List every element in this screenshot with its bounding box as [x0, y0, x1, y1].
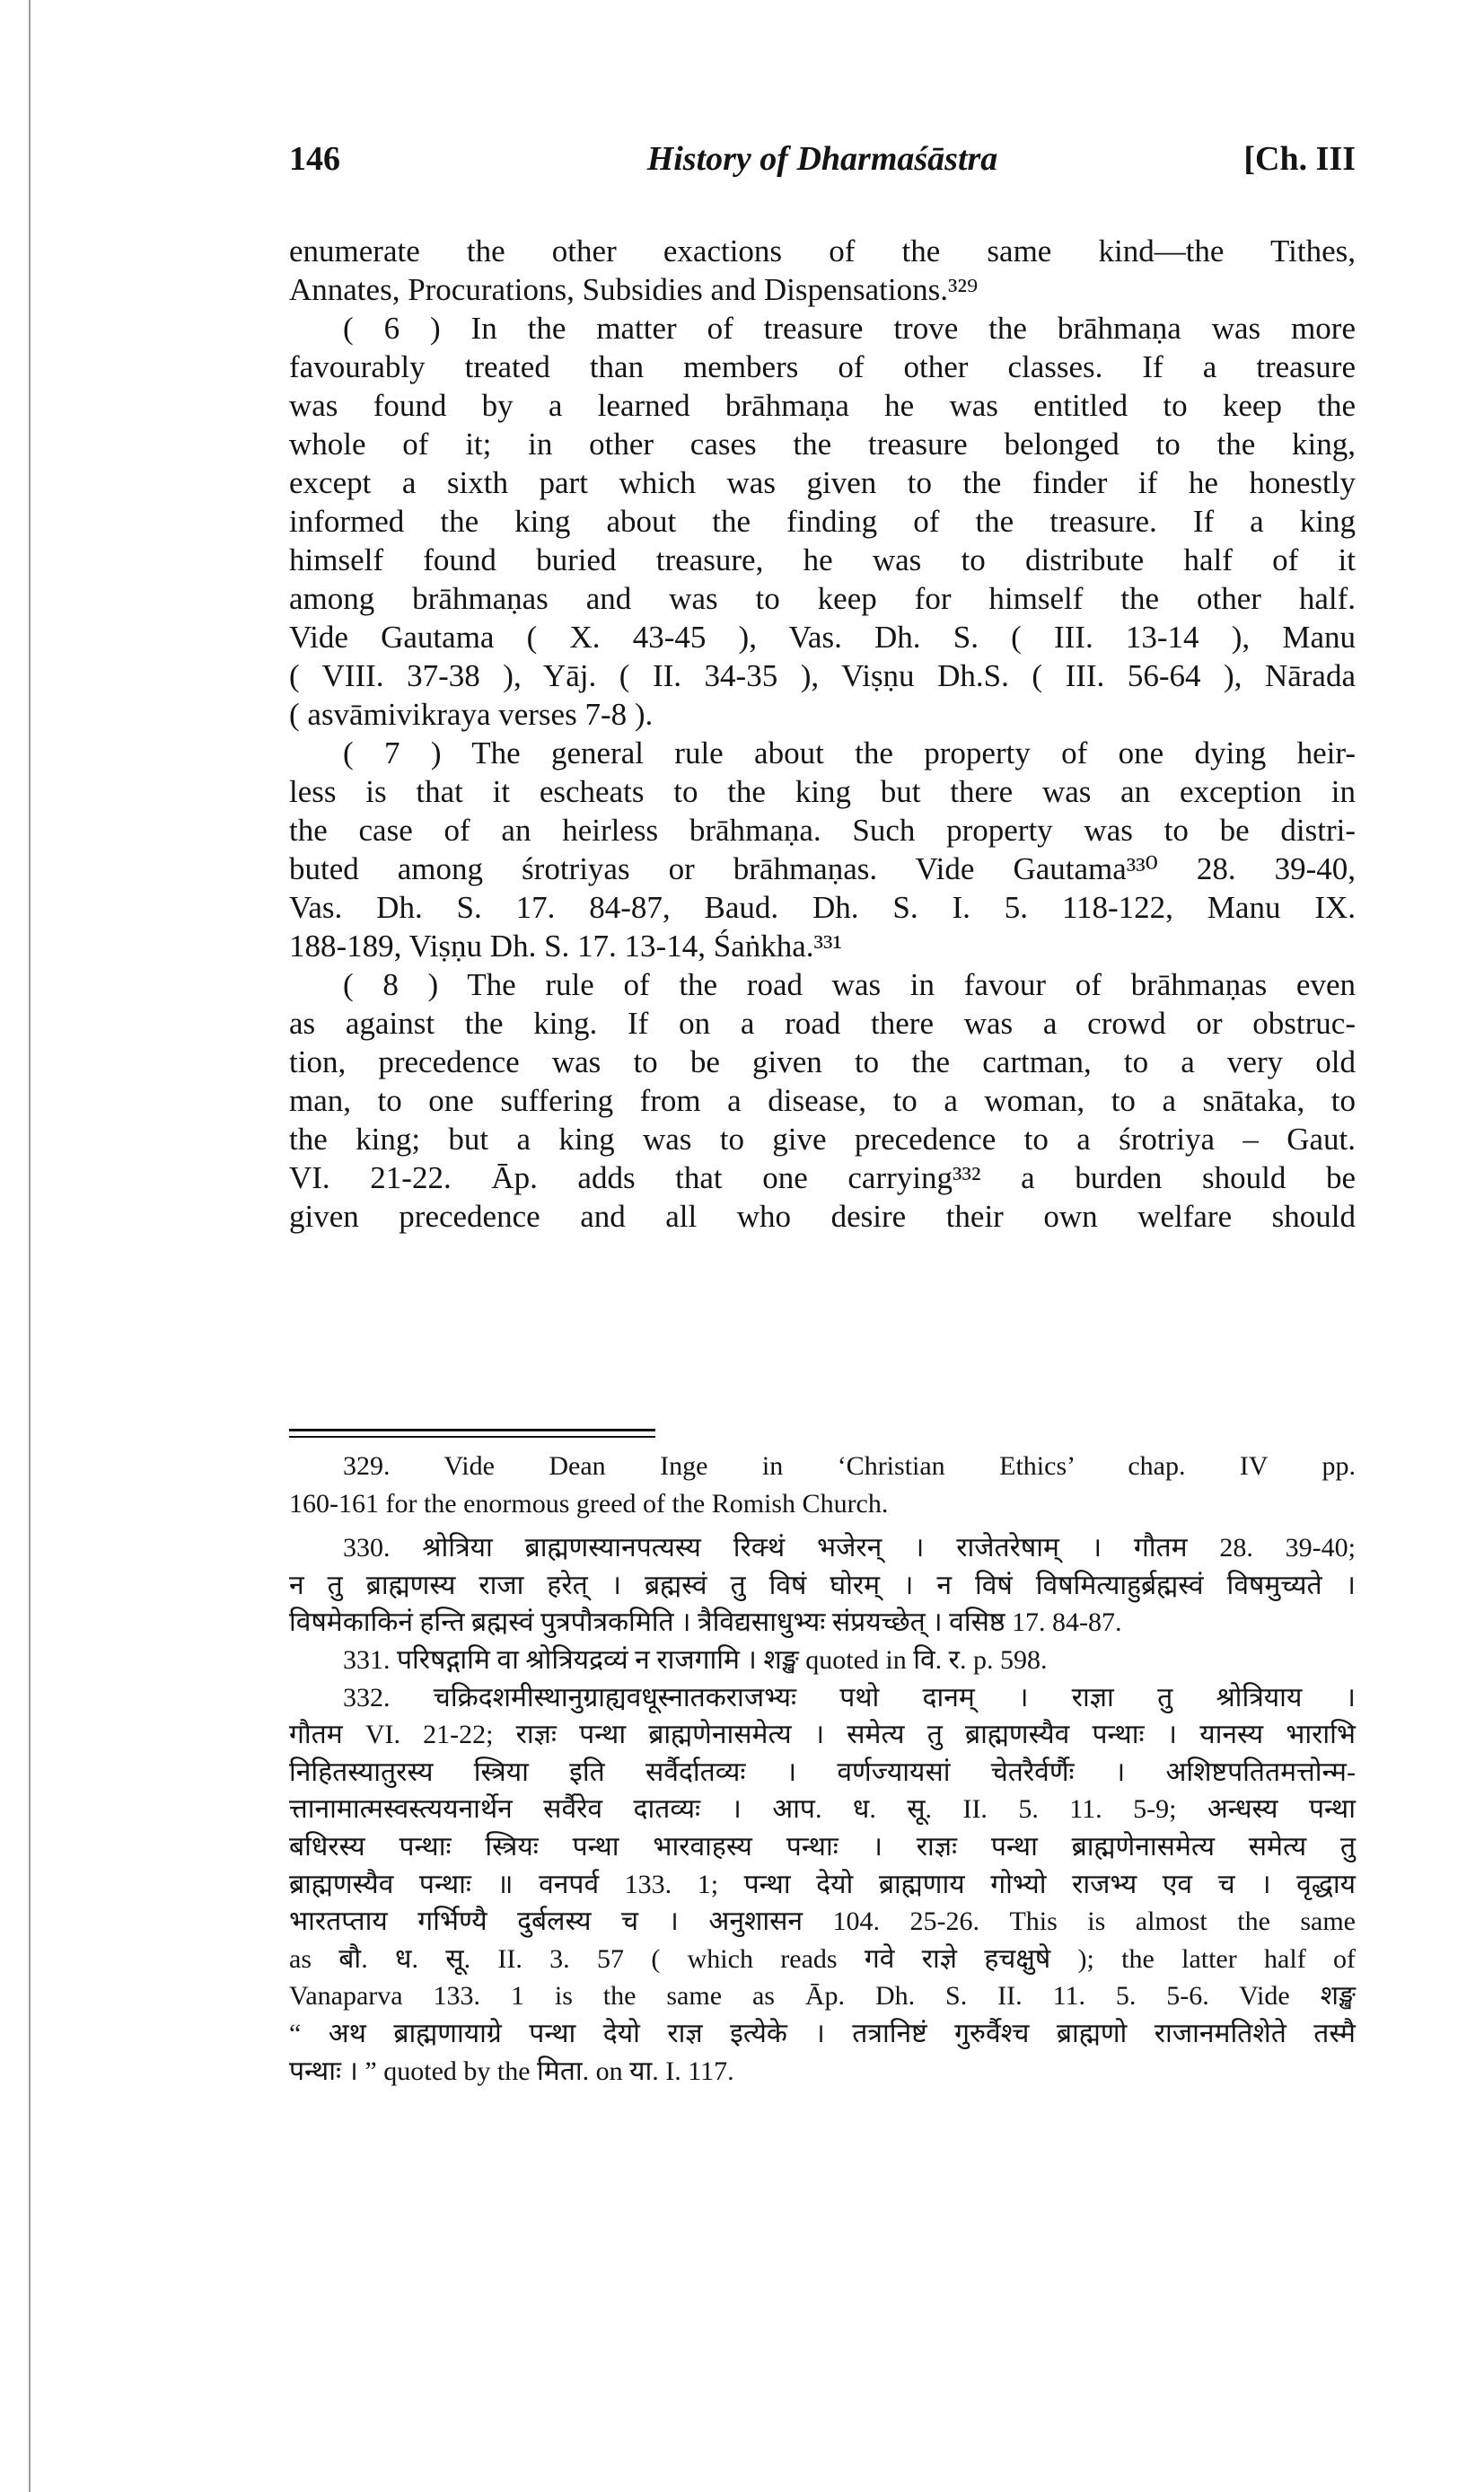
footnote-rule-thin [289, 1436, 655, 1438]
footnote-line: 332. चक्रिदशमीस्थानुग्राह्यवधूस्नातकराजभ्यः पथो दानम् । राज्ञा तु श्रोत्रियाय । [343, 1682, 1356, 1713]
text-line: the king; but a king was to give precedence to a śrotriya – Gaut. [289, 1122, 1356, 1157]
footnote-line: विषमेकाकिनं हन्ति ब्रह्मस्वं पुत्रपौत्रकमिति । त्रैविद्यसाधुभ्यः संप्रयच्छेत् । वसिष्ठ 17. 84-87. [289, 1607, 1122, 1638]
text-line: whole of it; in other cases the treasure belonged to the king, [289, 427, 1356, 462]
footnote-line: “ अथ ब्राह्मणायाग्रे पन्था देयो राज्ञ इत्येके । तत्रानिष्टं गुरुर्वैश्च ब्राह्मणो राजानमतिशेते तस्मै [289, 2018, 1356, 2048]
text-line: among brāhmaṇas and was to keep for himself the other half. [289, 581, 1356, 616]
chapter-label: [Ch. III [1243, 140, 1356, 178]
text-line: less is that it escheats to the king but there was an exception in [289, 774, 1356, 809]
footnote-line: as बौ. ध. सू. II. 3. 57 ( which reads गवे राज्ञे हचक्षुषे ); the latter half of [289, 1943, 1356, 1974]
footnote-rule [289, 1429, 655, 1431]
footnote-line: 331. परिषद्गामि वा श्रोत्रियद्रव्यं न राजगामि । शङ्ख quoted in वि. र. p. 598. [343, 1644, 1048, 1675]
text-line: VI. 21-22. Āp. adds that one carrying³³² a burden should be [289, 1160, 1356, 1195]
footnote-line: गौतम VI. 21-22; राज्ञः पन्था ब्राह्मणेनासमेत्य । समेत्य तु ब्राह्मणस्यैव पन्थाः । यानस्य भाराभि [289, 1720, 1356, 1750]
text-line: as against the king. If on a road there was a crowd or obstruc- [289, 1006, 1356, 1041]
text-line: buted among śrotriyas or brāhmaṇas. Vide Gautama³³⁰ 28. 39-40, [289, 851, 1356, 886]
footnote-line: ब्राह्मणस्यैव पन्थाः ॥ वनपर्व 133. 1; पन्था देयो ब्राह्मणाय गोभ्यो राजभ्य एव च । वृद्धाय [289, 1869, 1356, 1899]
main-text [289, 232, 1356, 1236]
footnotes [289, 1448, 1356, 2090]
running-header [289, 139, 1356, 184]
footnote-line: 330. श्रोत्रिया ब्राह्मणस्यानपत्यस्य रिक्थं भजेरन् । राजेतरेषाम् । गौतम 28. 39-40; [343, 1533, 1356, 1563]
text-line: given precedence and all who desire their own welfare should [289, 1199, 1356, 1234]
text-line: ( 6 ) In the matter of treasure trove the brāhmaṇa was more [343, 311, 1356, 346]
footnote-line: बधिरस्य पन्थाः स्त्रियः पन्था भारवाहस्य पन्थाः । राज्ञः पन्था ब्राह्मणेनासमेत्य समेत्य तु [289, 1831, 1356, 1862]
page-number: 146 [289, 140, 340, 178]
text-line: enumerate the other exactions of the same kind—the Tithes, [289, 233, 1356, 269]
text-line: the case of an heirless brāhmaṇa. Such property was to be distri- [289, 813, 1356, 848]
scan-edge-line [29, 0, 31, 2492]
text-line: favourably treated than members of other classes. If a treasure [289, 349, 1356, 384]
text-line: himself found buried treasure, he was to distribute half of it [289, 542, 1356, 577]
text-line: was found by a learned brāhmaṇa he was entitled to keep the [289, 388, 1356, 423]
text-line: ( 8 ) The rule of the road was in favour of brāhmaṇas even [343, 967, 1356, 1002]
text-line: ( asvāmivikraya verses 7-8 ). [289, 697, 654, 732]
text-line: informed the king about the finding of the treasure. If a king [289, 504, 1356, 539]
text-line: man, to one suffering from a disease, to a woman, to a snātaka, to [289, 1083, 1356, 1118]
footnote-line: 160-161 for the enormous greed of the Romish Church. [289, 1488, 889, 1519]
text-line: Vide Gautama ( X. 43-45 ), Vas. Dh. S. ( III. 13-14 ), Manu [289, 620, 1356, 655]
footnote-line: Vanaparva 133. 1 is the same as Āp. Dh. S. II. 11. 5. 5-6. Vide शङ्ख [289, 1981, 1356, 2012]
text-line: Vas. Dh. S. 17. 84-87, Baud. Dh. S. I. 5. 118-122, Manu IX. [289, 890, 1356, 925]
text-line: ( 7 ) The general rule about the property of one dying heir- [343, 735, 1356, 770]
text-line: ( VIII. 37-38 ), Yāj. ( II. 34-35 ), Viṣṇu Dh.S. ( III. 56-64 ), Nārada [289, 658, 1356, 693]
footnote-line: पन्थाः । ” quoted by the मिता. on या. I. 117. [289, 2056, 734, 2086]
text-line: tion, precedence was to be given to the cartman, to a very old [289, 1044, 1356, 1079]
book-title: History of Dharmaśāstra [646, 140, 998, 178]
footnote-line: त्तानामात्मस्वस्त्ययनार्थेन सर्वैरेव दातव्यः । आप. ध. सू. II. 5. 11. 5-9; अन्धस्य पन्था [289, 1794, 1356, 1825]
footnote-line: न तु ब्राह्मणस्य राजा हरेत् । ब्रह्मस्वं तु विषं घोरम् । न विषं विषमित्याहुर्ब्रह्मस्वं विषमुच्यते । [289, 1570, 1356, 1600]
text-line: except a sixth part which was given to the finder if he honestly [289, 465, 1356, 500]
text-line: 188-189, Viṣṇu Dh. S. 17. 13-14, Śaṅkha.³³¹ [289, 929, 842, 964]
footnote-line: भारतप्ताय गर्भिण्यै दुर्बलस्य च । अनुशासन 104. 25-26. This is almost the same [289, 1906, 1356, 1937]
footnote-line: निहितस्यातुरस्य स्त्रिया इति सर्वैर्दातव्यः । वर्णज्यायसां चेतरैर्वर्णैः । अशिष्टपतितमत्तोन्म- [289, 1757, 1356, 1787]
footnote-line: 329. Vide Dean Inge in ‘Christian Ethics’ chap. IV pp. [343, 1451, 1356, 1481]
text-line: Annates, Procurations, Subsidies and Dispensations.³²⁹ [289, 272, 979, 307]
